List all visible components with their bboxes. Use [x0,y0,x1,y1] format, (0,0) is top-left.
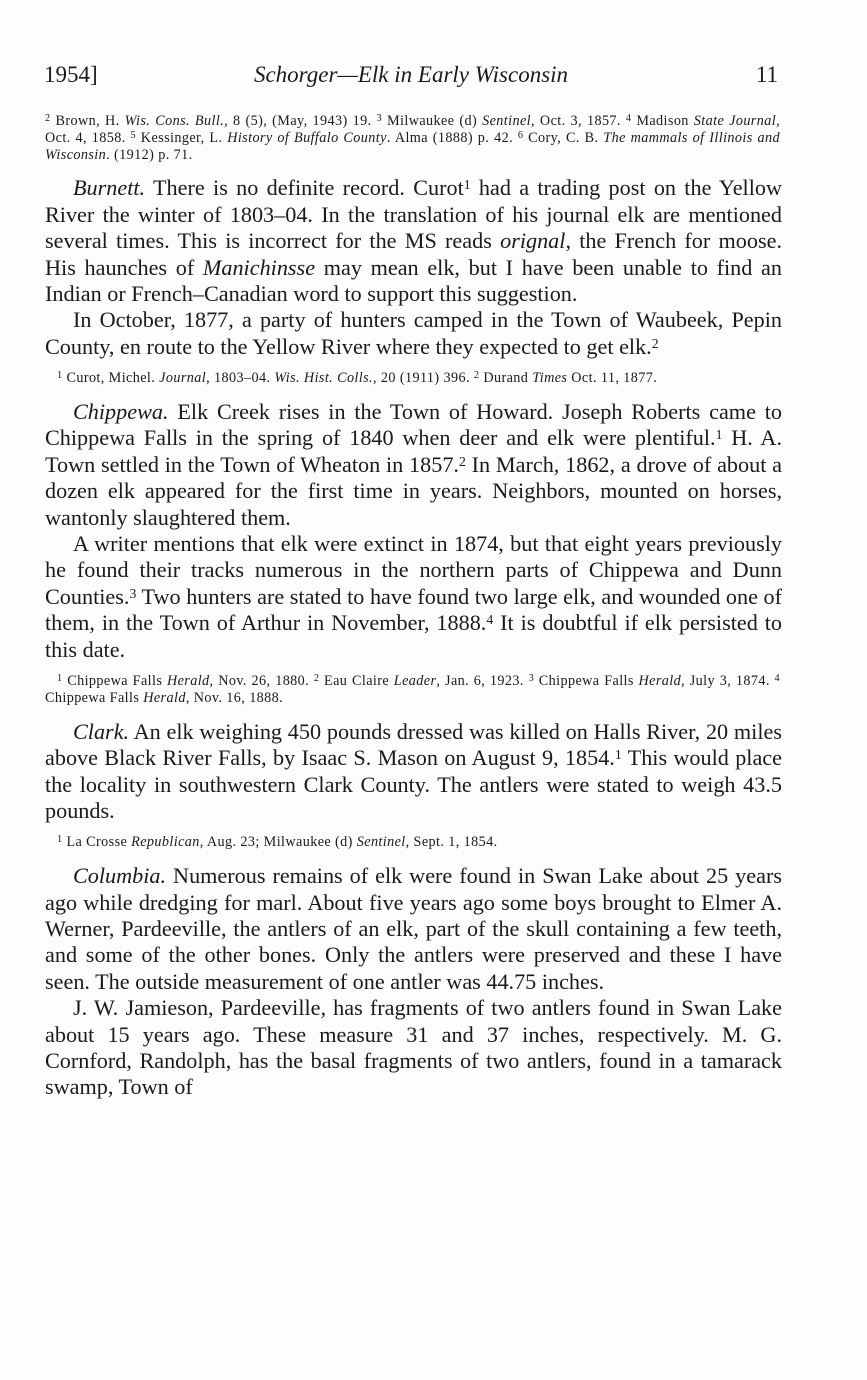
body-text: may mean elk, but I have been unable to find an Indian or French–Canadian word to support this suggestion. [45,254,782,307]
paragraph-columbia-2 [45,995,782,1101]
body-text: In October, 1877, a party of hunters camped in the Town of Waubeek, Pepin County, en route to the Yellow River where they expected to get elk. [45,307,782,359]
footnote-number: 1 [57,370,63,382]
footnote-block-chippewa [45,673,782,707]
body-text-italic: Manichinsse [202,254,316,280]
footnote-text: . Alma (1888) p. 42. [386,129,518,146]
footnote-number: 2 [45,113,51,125]
footnote-text: , 8 (5), (May, 1943) 19. [224,113,377,129]
footnote-block-clark [45,834,782,851]
running-header [44,56,778,96]
footnote-text: Oct. 11, 1877. [567,370,658,387]
footnote-number: 3 [376,113,383,125]
body-text: Numerous remains of elk were found in Swan Lake about 25 years ago while dredging for marl. About five years ago some boys brought to Elmer A. Werner, Pardeeville, the antlers of an elk, part of the skull containing a few teeth, and some of the other bones. Only the antlers were preserved and these I have seen. The outside measurement of one antler was 44.75 inches. [45,863,782,994]
footnote-source: History of Buffalo County [227,129,387,146]
footnote-text: , 1803–04. [206,370,275,387]
body-text: J. W. Jamieson, Pardeeville, has fragments of two antlers found in Swan Lake about 15 years ago. These measure 31 and 37 inches, respectively. M. G. Cornford, Randolph, has the basal fragments of two antlers, found in a tamarack swamp, Town of [45,995,782,1100]
footnote-text: , Nov. 26, 1880. [209,673,314,690]
paragraph-chippewa [45,399,782,531]
footnote-number: 1 [57,673,63,685]
page-body [45,113,782,1101]
footnote-text: , Oct. 3, 1857. [531,113,626,129]
footnote-number: 1 [57,834,63,846]
body-text: This would place the locality in southwestern Clark County. The antlers were stated to weigh 43.5 pounds. [45,745,782,823]
footnote-ref: 2 [651,336,659,352]
body-text: had a trading post on the Yellow River the winter of 1803–04. In the translation of his journal elk are mentioned several times. This is incorrect for the MS reads [45,175,782,254]
footnote-source: Republican [131,834,200,851]
footnote-block-burnett [45,370,782,387]
footnote-text: , Sept. 1, 1854. [405,834,498,851]
footnote-source: State Journal [693,113,777,129]
footnote-text: , 20 (1911) 396. [373,370,474,387]
body-text: Two hunters are stated to have found two large elk, and wounded one of them, in the Town of Arthur in November, 1888. [45,583,782,636]
footnote-ref: 1 [614,747,622,763]
footnote-source: Sentinel [356,834,406,851]
footnote-number: 2 [313,673,320,685]
body-text: Elk Creek rises in the Town of Howard. Joseph Roberts came to Chippewa Falls in the spring of 1840 when deer and elk were plentiful. [45,399,782,451]
footnote-text: Madison [631,113,694,129]
footnote-text: Curot, Michel. [62,370,160,387]
footnote-text: Kessinger, L. [135,129,228,146]
footnote-text: , Oct. 4, 1858. [45,113,781,146]
footnote-text: , Aug. 23; Milwaukee (d) [199,834,357,851]
footnote-number: 5 [130,129,136,141]
footnote-source: Wis. Cons. Bull. [124,113,225,129]
county-heading: Clark. [73,718,130,744]
footnote-text: , July 3, 1874. [681,673,775,690]
footnote-source: The mammals of Illinois and Wisconsin [45,129,780,163]
county-heading: Columbia. [73,863,167,889]
body-text: An elk weighing 450 pounds dressed was killed on Halls River, 20 miles above Black River Falls, by Isaac S. Mason on August 9, 1854. [45,718,782,771]
footnote-ref: 2 [458,454,466,470]
body-text: H. A. Town settled in the Town of Wheaton in 1857. [45,425,782,477]
footnote-text: Milwaukee (d) [382,113,483,129]
body-text-italic: orignal [500,228,566,254]
footnote-text: , Nov. 16, 1888. [185,689,284,706]
footnote-number: 4 [774,673,780,685]
footnote-source: Leader [393,673,437,690]
footnote-ref: 1 [715,427,723,443]
body-text: A writer mentions that elk were extinct in 1874, but that eight years previously he found their tracks numerous in the northern parts of Chippewa and Dunn Counties. [45,531,782,609]
header-title: Schorger—Elk in Early Wisconsin [253,62,569,87]
page-number: 11 [755,62,778,87]
paragraph-columbia [45,863,782,995]
footnote-source: Herald [143,689,186,706]
footnote-text: La Crosse [62,834,132,851]
county-heading: Chippewa. [73,399,169,425]
footnote-number: 2 [473,370,480,382]
header-year: 1954] [44,62,98,87]
paragraph-burnett [45,175,782,307]
paragraph-chippewa-2 [45,531,782,663]
footnote-text: Durand [479,370,533,387]
footnote-ref: 1 [463,177,471,193]
footnote-text: Cory, C. B. [523,129,604,146]
footnote-number: 4 [625,113,632,125]
footnote-ref: 4 [486,612,494,628]
footnote-number: 6 [517,129,524,141]
body-text: In March, 1862, a drove of about a dozen elk appeared for the first time in years. Neighbors, mounted on horses, wantonly slaughtered them. [45,451,782,530]
footnote-text: Chippewa Falls [62,673,167,690]
body-text: , the French for moose. His haunches of [45,228,782,280]
footnote-number: 3 [528,673,535,685]
footnote-text: , Jan. 6, 1923. [436,673,529,690]
body-text: There is no definite record. Curot [145,175,464,201]
body-text: It is doubtful if elk persisted to this date. [45,610,783,662]
paragraph-burnett-2 [45,307,782,360]
county-heading: Burnett. [73,175,146,201]
footnote-ref: 3 [129,586,137,602]
footnote-block-top [45,113,782,163]
footnote-source: Herald [638,673,682,690]
footnote-source: Herald [166,673,210,690]
footnote-text: Chippewa Falls [534,673,639,690]
footnote-source: Sentinel [482,113,532,129]
footnote-text: . (1912) p. 71. [106,146,193,163]
footnote-source: Times [532,370,568,387]
footnote-source: Wis. Hist. Colls. [274,370,373,387]
paragraph-clark [45,719,782,825]
footnote-text: Chippewa Falls [45,689,144,706]
footnote-text: Brown, H. [50,113,125,129]
footnote-source: Journal [159,370,207,387]
footnote-text: Eau Claire [319,673,394,690]
